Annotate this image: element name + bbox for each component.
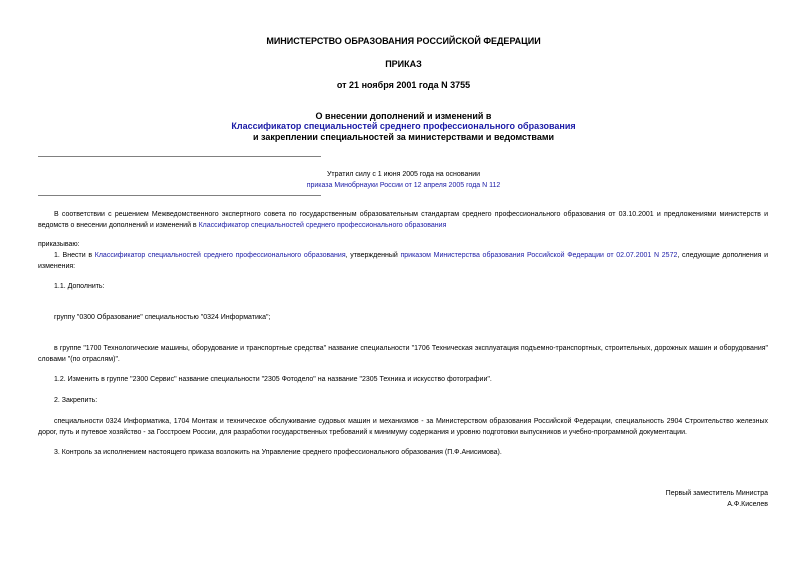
paragraph-1-1-a: группу "0300 Образование" специальностью "0324 Информатика"; [54, 314, 271, 321]
paragraph-1-2: 1.2. Изменить в группе "2300 Сервис" название специальности "2305 Фотодело" на название "2305 Техника и искусство фотографии". [54, 376, 492, 383]
doc-type-heading: ПРИКАЗ [385, 59, 422, 69]
doc-title-line1: О внесении дополнений и изменений в [315, 111, 492, 121]
paragraph-3: 3. Контроль за исполнением настоящего приказа возложить на Управление среднего профессионального образования (П.Ф.Анисимова). [54, 449, 502, 456]
p1-order-2572-link[interactable]: приказом Министерства образования Российской Федерации от 02.07.2001 N 2572 [400, 252, 678, 259]
preamble-classifier-link[interactable]: Классификатор специальностей среднего профессионального образования [198, 222, 447, 229]
paragraph-2: 2. Закрепить: [54, 397, 98, 404]
status-line: Утратил силу с 1 июня 2005 года на основании [326, 171, 481, 178]
status-link-line [0, 180, 807, 191]
divider-bottom [38, 195, 321, 196]
classifier-title-link[interactable]: Классификатор специальностей среднего профессионального образования [231, 121, 576, 131]
divider-top [38, 156, 321, 157]
repeal-order-link[interactable]: приказа Минобрнауки России от 12 апреля 2005 года N 112 [306, 182, 501, 189]
p1-text-a: 1. Внести в [54, 252, 95, 259]
paragraph-2-text: специальности 0324 Информатика, 1704 Монтаж и техническое обслуживание судовых машин и механизмов - за Министерством образования Российской Федерации, специальность 2904 Строительство железных дорог, путь и путевое хозяйство - за Госстроем России, для разработки государственных требований к минимуму содержания и уровню подготовки выпускников и учебно-программной документации. [38, 418, 768, 436]
order-word: приказываю: [38, 241, 80, 248]
ministry-heading: МИНИСТЕРСТВО ОБРАЗОВАНИЯ РОССИЙСКОЙ ФЕДЕРАЦИИ [266, 36, 541, 46]
preamble-paragraph [38, 209, 768, 231]
p1-text-b: , утвержденный [345, 252, 401, 259]
doc-date-number: от 21 ноября 2001 года N 3755 [336, 80, 471, 90]
p1-text-c: , следующие дополнения и изменения: [38, 252, 769, 270]
doc-title-line2 [0, 121, 807, 132]
preamble-text: В соответствии с решением Межведомственного экспертного совета по государственным образовательным стандартам среднего профессионального образования от 03.10.2001 и предложениями министерств и ведомств о внесении дополнений и изменений в [38, 211, 768, 229]
paragraph-1-1: 1.1. Дополнить: [54, 283, 105, 290]
paragraph-1-1-b: в группе "1700 Технологические машины, оборудование и транспортные средства" название специальности "1706 Техническая эксплуатация подъемно-транспортных, строительных, дорожных машин и оборудования" словами "(по отраслям)". [38, 345, 768, 363]
doc-title-line3: и закреплении специальностей за министерствами и ведомствами [252, 132, 555, 142]
paragraph-1 [38, 250, 768, 272]
signature-name: А.Ф.Киселев [727, 501, 768, 508]
p1-classifier-link[interactable]: Классификатор специальностей среднего профессионального образования [94, 252, 346, 259]
signature-position: Первый заместитель Министра [665, 490, 768, 497]
